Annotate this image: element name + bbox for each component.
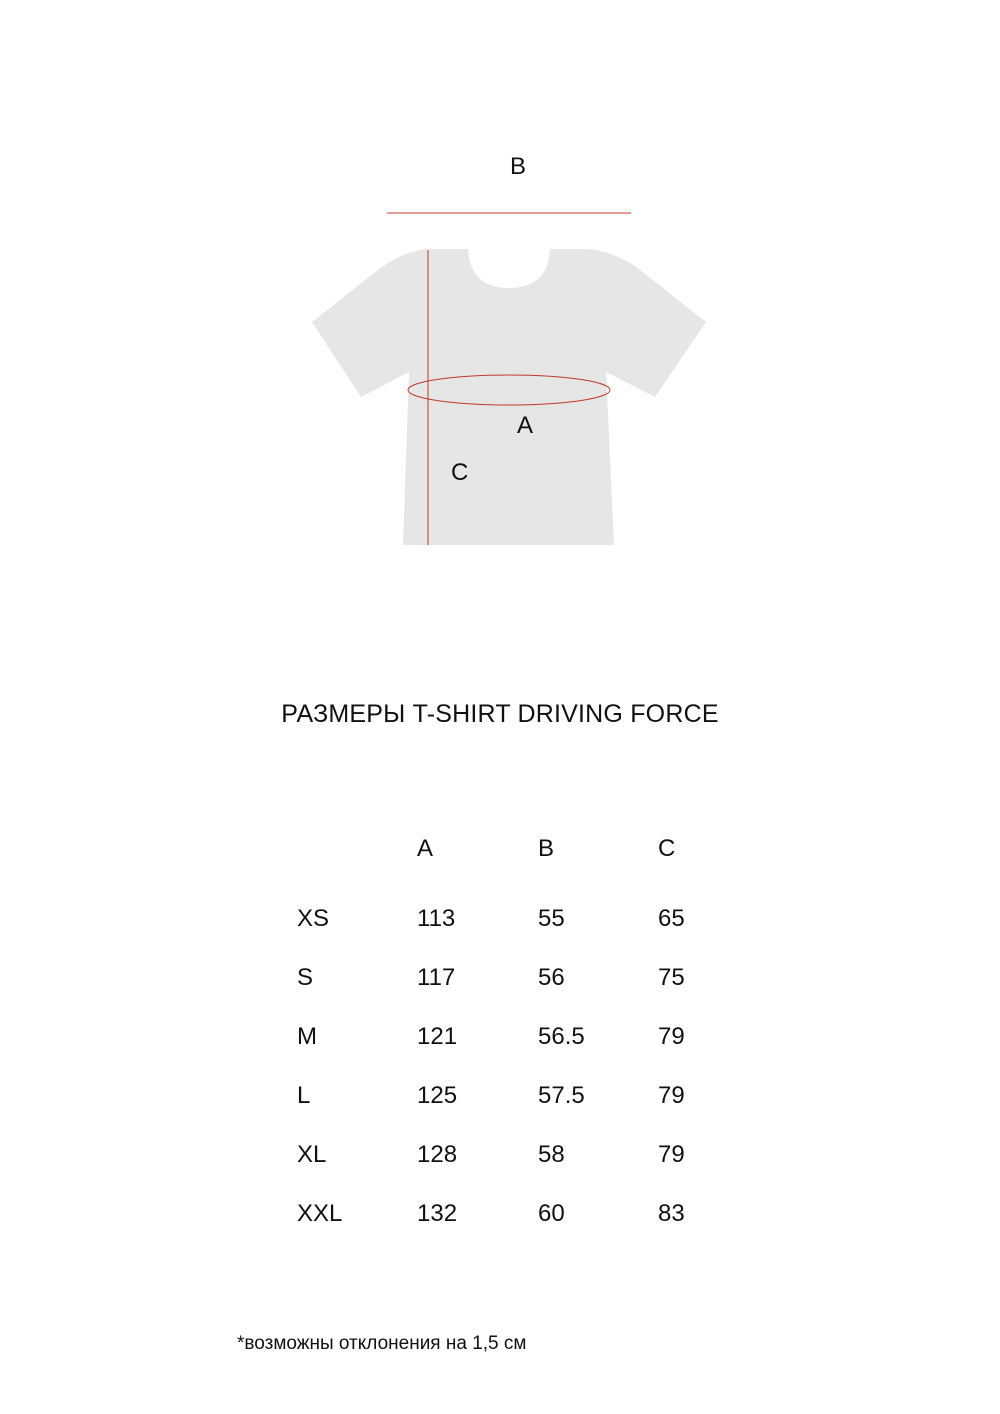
- table-row: [297, 1200, 738, 1259]
- header-c: C: [658, 835, 676, 862]
- label-a: A: [517, 412, 534, 439]
- cell-c: 79: [658, 1141, 685, 1168]
- header-a: A: [417, 835, 434, 862]
- cell-size: XXL: [297, 1200, 343, 1227]
- size-chart-title: РАЗМЕРЫ T-SHIRT DRIVING FORCE: [281, 700, 719, 728]
- cell-b: 60: [538, 1200, 565, 1227]
- cell-c: 79: [658, 1023, 685, 1050]
- cell-b: 58: [538, 1141, 565, 1168]
- cell-b: 56.5: [538, 1023, 585, 1050]
- cell-c: 83: [658, 1200, 685, 1227]
- cell-a: 125: [417, 1082, 458, 1109]
- header-b: B: [538, 835, 555, 862]
- cell-size: S: [297, 964, 314, 991]
- cell-a: 113: [417, 905, 456, 932]
- cell-b: 56: [538, 964, 565, 991]
- cell-b: 55: [538, 905, 565, 932]
- footnote: *возможны отклонения на 1,5 см: [237, 1333, 527, 1354]
- label-c: C: [451, 459, 469, 486]
- cell-c: 79: [658, 1082, 685, 1109]
- cell-c: 65: [658, 905, 685, 932]
- cell-b: 57.5: [538, 1082, 585, 1109]
- cell-size: XS: [297, 905, 330, 932]
- tshirt-measurement-diagram: [0, 0, 1000, 600]
- size-table: [297, 835, 738, 1259]
- tshirt-silhouette: [312, 249, 706, 545]
- cell-a: 121: [417, 1023, 458, 1050]
- table-row: [297, 1141, 738, 1200]
- table-row: [297, 1082, 738, 1141]
- table-row: [297, 1023, 738, 1082]
- cell-a: 132: [417, 1200, 458, 1227]
- cell-size: L: [297, 1082, 311, 1109]
- cell-c: 75: [658, 964, 685, 991]
- label-b: B: [510, 153, 527, 180]
- cell-size: XL: [297, 1141, 327, 1168]
- cell-a: 117: [417, 964, 456, 991]
- tshirt-diagram-svg: [0, 0, 1000, 600]
- table-header-row: [297, 835, 738, 905]
- cell-size: M: [297, 1023, 317, 1050]
- cell-a: 128: [417, 1141, 458, 1168]
- table-row: [297, 905, 738, 964]
- table-row: [297, 964, 738, 1023]
- header-size: [297, 835, 417, 905]
